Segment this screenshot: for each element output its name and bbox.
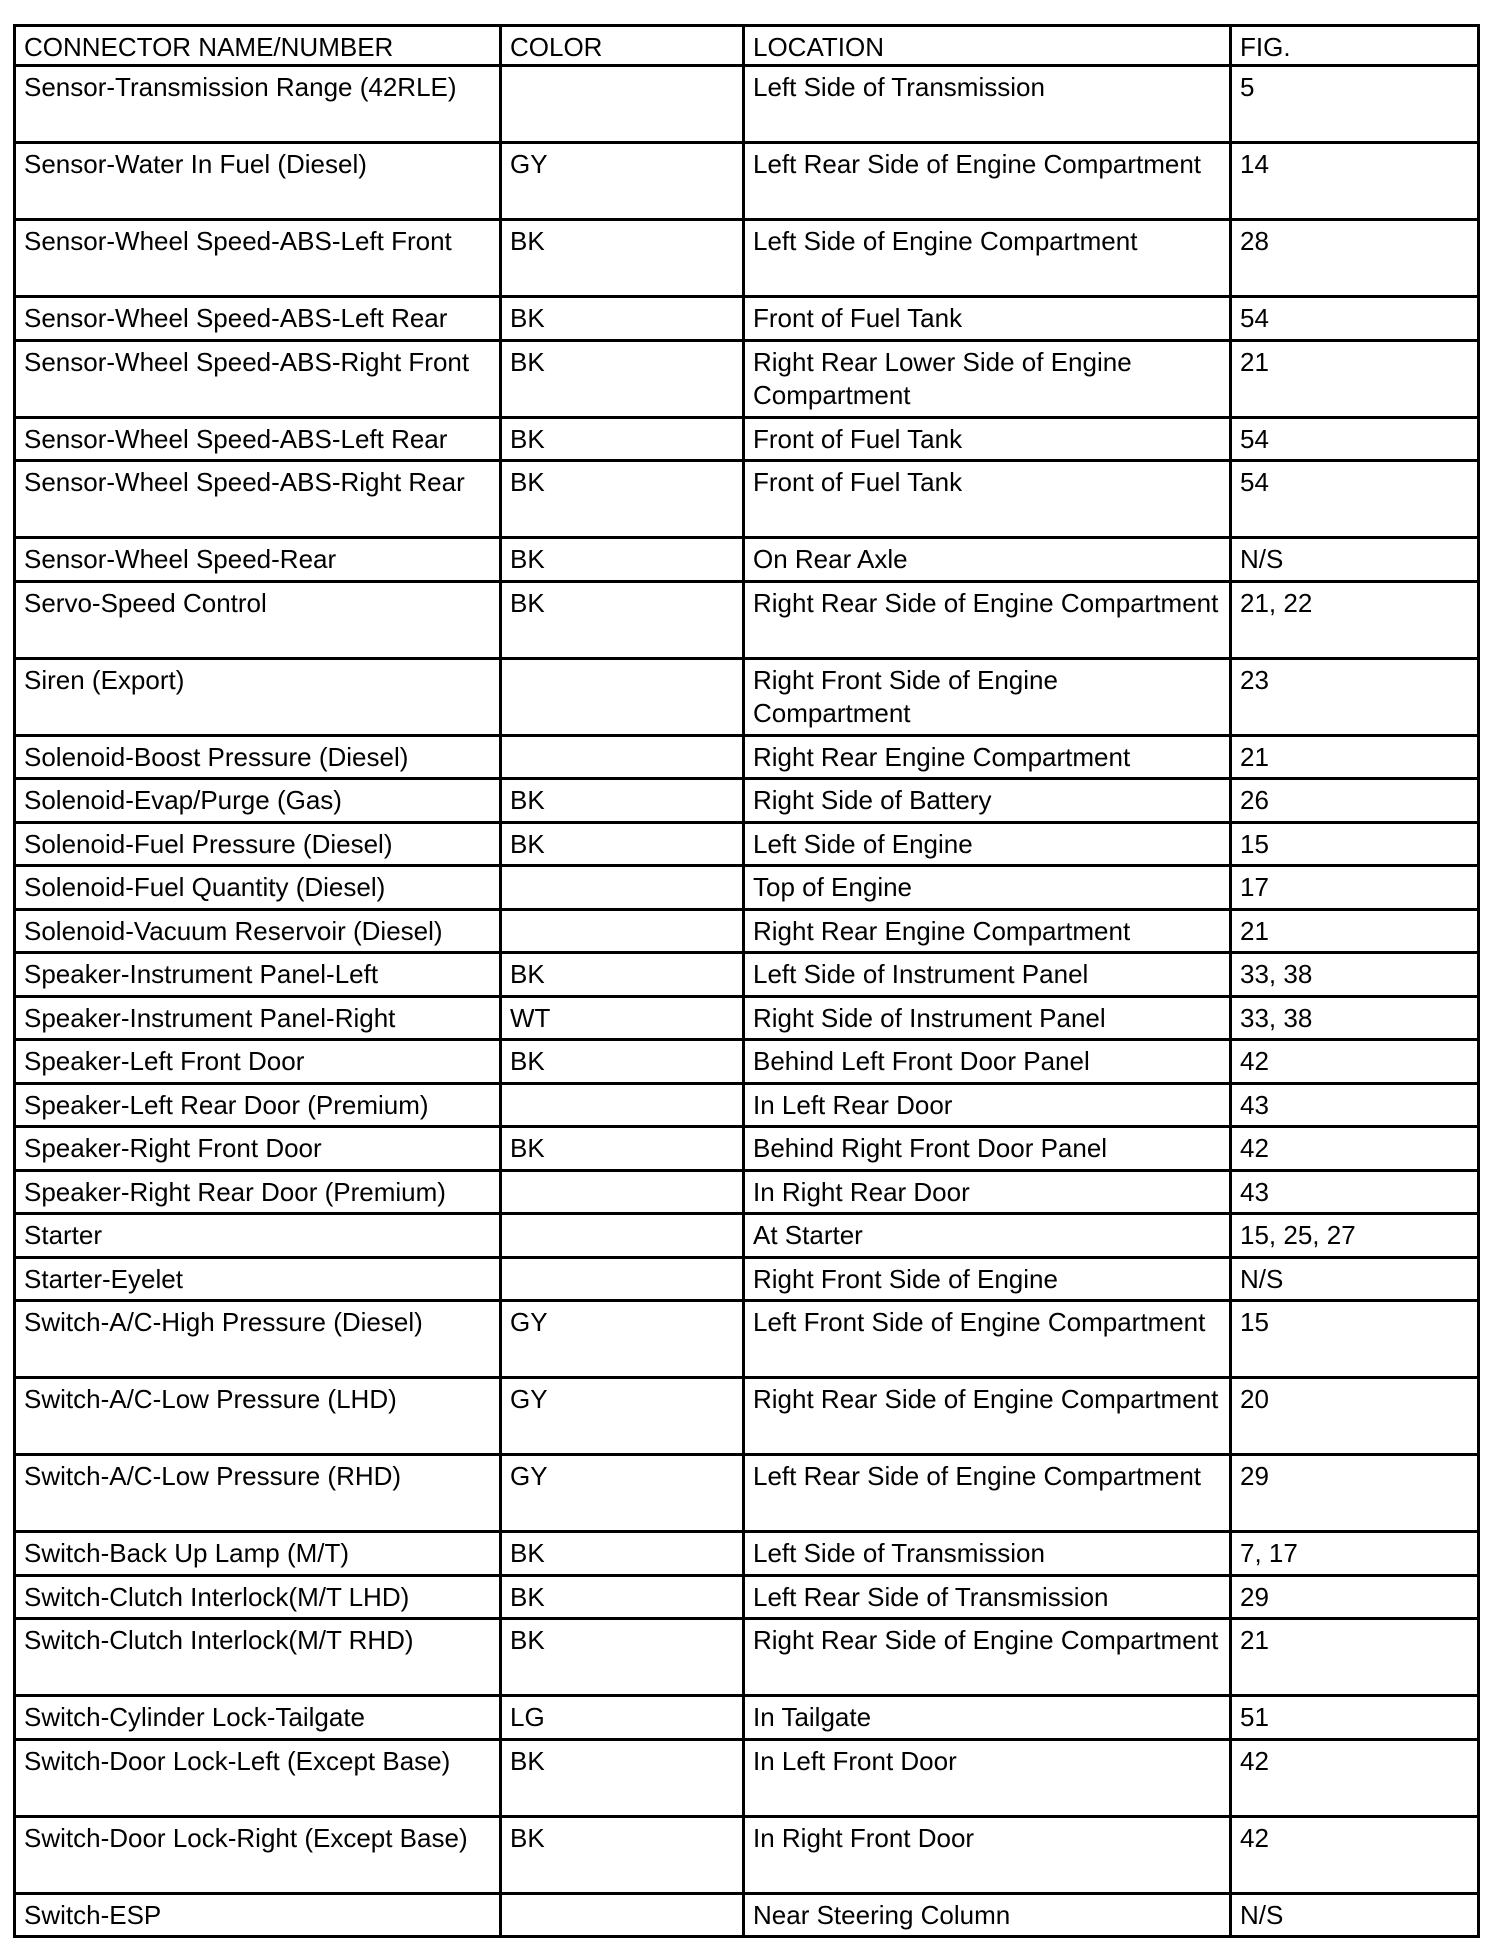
table-row [15,1893,1479,1937]
cell-color: BK [501,581,744,658]
cell-connector-name: Switch-Clutch Interlock(M/T RHD) [15,1619,501,1696]
cell-color: BK [501,417,744,461]
cell-location: Right Front Side of Engine Compartment [744,658,1231,735]
cell-fig: N/S [1231,1893,1479,1937]
cell-color: BK [501,1575,744,1619]
cell-connector-name: Solenoid-Fuel Pressure (Diesel) [15,822,501,866]
cell-location: At Starter [744,1214,1231,1258]
cell-fig: 54 [1231,297,1479,341]
cell-location: Left Rear Side of Engine Compartment [744,143,1231,220]
cell-connector-name: Solenoid-Boost Pressure (Diesel) [15,735,501,779]
table-row [15,66,1479,143]
cell-connector-name: Switch-A/C-High Pressure (Diesel) [15,1301,501,1378]
cell-connector-name: Speaker-Instrument Panel-Left [15,953,501,997]
table-row [15,340,1479,417]
cell-fig: 54 [1231,461,1479,538]
cell-fig: 21 [1231,909,1479,953]
cell-color: BK [501,461,744,538]
cell-connector-name: Starter [15,1214,501,1258]
cell-location: Left Side of Instrument Panel [744,953,1231,997]
cell-connector-name: Switch-ESP [15,1893,501,1937]
cell-location: In Tailgate [744,1696,1231,1740]
cell-fig: 43 [1231,1083,1479,1127]
cell-connector-name: Speaker-Instrument Panel-Right [15,996,501,1040]
cell-color [501,735,744,779]
header-connector-name: CONNECTOR NAME/NUMBER [15,26,501,66]
cell-location: In Left Rear Door [744,1083,1231,1127]
cell-location: Front of Fuel Tank [744,461,1231,538]
cell-fig: 5 [1231,66,1479,143]
cell-color [501,66,744,143]
cell-color: BK [501,1127,744,1171]
cell-fig: 21 [1231,735,1479,779]
cell-fig: 42 [1231,1739,1479,1816]
cell-location: Right Rear Side of Engine Compartment [744,1378,1231,1455]
cell-fig: 21 [1231,340,1479,417]
cell-connector-name: Switch-A/C-Low Pressure (RHD) [15,1455,501,1532]
cell-connector-name: Servo-Speed Control [15,581,501,658]
cell-connector-name: Solenoid-Fuel Quantity (Diesel) [15,866,501,910]
cell-fig: 21, 22 [1231,581,1479,658]
cell-location: Right Rear Lower Side of Engine Compartment [744,340,1231,417]
table-row [15,1301,1479,1378]
table-row [15,1127,1479,1171]
cell-fig: 29 [1231,1455,1479,1532]
cell-color [501,1214,744,1258]
cell-location: Left Rear Side of Engine Compartment [744,1455,1231,1532]
cell-color [501,1170,744,1214]
cell-location: Left Side of Engine [744,822,1231,866]
cell-fig: 17 [1231,866,1479,910]
cell-connector-name: Speaker-Left Rear Door (Premium) [15,1083,501,1127]
header-color: COLOR [501,26,744,66]
cell-color: GY [501,1301,744,1378]
cell-location: Right Side of Battery [744,779,1231,823]
cell-color [501,1257,744,1301]
cell-color: BK [501,1040,744,1084]
cell-fig: 33, 38 [1231,996,1479,1040]
cell-color: BK [501,297,744,341]
cell-connector-name: Speaker-Left Front Door [15,1040,501,1084]
table-row [15,1257,1479,1301]
table-row [15,996,1479,1040]
cell-fig: 14 [1231,143,1479,220]
table-row [15,1532,1479,1576]
cell-fig: 7, 17 [1231,1532,1479,1576]
cell-fig: 42 [1231,1816,1479,1893]
table-row [15,1083,1479,1127]
header-fig: FIG. [1231,26,1479,66]
cell-color: BK [501,340,744,417]
table-row [15,866,1479,910]
cell-location: Left Side of Engine Compartment [744,220,1231,297]
cell-connector-name: Solenoid-Vacuum Reservoir (Diesel) [15,909,501,953]
cell-fig: 43 [1231,1170,1479,1214]
connector-location-table [13,24,1480,1938]
table-row [15,417,1479,461]
cell-color: BK [501,1816,744,1893]
cell-location: Front of Fuel Tank [744,417,1231,461]
cell-location: Front of Fuel Tank [744,297,1231,341]
cell-location: Left Rear Side of Transmission [744,1575,1231,1619]
table-header-row [15,26,1479,66]
cell-location: Right Rear Engine Compartment [744,909,1231,953]
cell-location: Left Side of Transmission [744,1532,1231,1576]
table-row [15,1619,1479,1696]
cell-connector-name: Sensor-Wheel Speed-ABS-Left Front [15,220,501,297]
cell-fig: 20 [1231,1378,1479,1455]
cell-color: WT [501,996,744,1040]
cell-location: In Left Front Door [744,1739,1231,1816]
cell-location: Top of Engine [744,866,1231,910]
cell-color: GY [501,1455,744,1532]
cell-connector-name: Switch-Cylinder Lock-Tailgate [15,1696,501,1740]
cell-connector-name: Sensor-Wheel Speed-ABS-Left Rear [15,297,501,341]
cell-color: BK [501,1619,744,1696]
table-row [15,1575,1479,1619]
cell-connector-name: Sensor-Wheel Speed-ABS-Right Rear [15,461,501,538]
table-row [15,1214,1479,1258]
table-row [15,658,1479,735]
header-location: LOCATION [744,26,1231,66]
cell-connector-name: Sensor-Water In Fuel (Diesel) [15,143,501,220]
cell-location: Left Front Side of Engine Compartment [744,1301,1231,1378]
cell-location: Near Steering Column [744,1893,1231,1937]
cell-fig: 28 [1231,220,1479,297]
cell-color: BK [501,779,744,823]
cell-connector-name: Speaker-Right Front Door [15,1127,501,1171]
cell-fig: 29 [1231,1575,1479,1619]
table-row [15,1696,1479,1740]
cell-connector-name: Sensor-Transmission Range (42RLE) [15,66,501,143]
cell-color: BK [501,1532,744,1576]
table-row [15,1816,1479,1893]
cell-fig: 21 [1231,1619,1479,1696]
cell-connector-name: Siren (Export) [15,658,501,735]
cell-connector-name: Sensor-Wheel Speed-ABS-Right Front [15,340,501,417]
cell-location: Left Side of Transmission [744,66,1231,143]
cell-color: BK [501,538,744,582]
cell-location: Right Rear Side of Engine Compartment [744,1619,1231,1696]
cell-connector-name: Switch-Door Lock-Right (Except Base) [15,1816,501,1893]
cell-color: LG [501,1696,744,1740]
cell-location: On Rear Axle [744,538,1231,582]
cell-fig: 51 [1231,1696,1479,1740]
cell-connector-name: Switch-Back Up Lamp (M/T) [15,1532,501,1576]
cell-fig: 42 [1231,1040,1479,1084]
table-row [15,538,1479,582]
table-row [15,909,1479,953]
cell-connector-name: Switch-Door Lock-Left (Except Base) [15,1739,501,1816]
cell-connector-name: Sensor-Wheel Speed-ABS-Left Rear [15,417,501,461]
table-row [15,779,1479,823]
cell-fig: 23 [1231,658,1479,735]
cell-location: Right Rear Side of Engine Compartment [744,581,1231,658]
cell-location: In Right Rear Door [744,1170,1231,1214]
cell-color: BK [501,220,744,297]
cell-color: GY [501,1378,744,1455]
cell-color [501,909,744,953]
table-row [15,297,1479,341]
table-row [15,822,1479,866]
cell-fig: N/S [1231,1257,1479,1301]
cell-fig: 42 [1231,1127,1479,1171]
table-body [15,66,1479,1937]
cell-location: Behind Left Front Door Panel [744,1040,1231,1084]
cell-fig: 15, 25, 27 [1231,1214,1479,1258]
cell-connector-name: Sensor-Wheel Speed-Rear [15,538,501,582]
cell-connector-name: Speaker-Right Rear Door (Premium) [15,1170,501,1214]
table-row [15,953,1479,997]
table-row [15,581,1479,658]
table-row [15,1739,1479,1816]
table-row [15,143,1479,220]
cell-connector-name: Switch-Clutch Interlock(M/T LHD) [15,1575,501,1619]
cell-color: GY [501,143,744,220]
cell-color [501,1083,744,1127]
table-row [15,1040,1479,1084]
cell-connector-name: Starter-Eyelet [15,1257,501,1301]
cell-fig: 54 [1231,417,1479,461]
table-row [15,1378,1479,1455]
cell-fig: 26 [1231,779,1479,823]
cell-location: Right Front Side of Engine [744,1257,1231,1301]
cell-location: Right Side of Instrument Panel [744,996,1231,1040]
cell-color: BK [501,1739,744,1816]
cell-location: Behind Right Front Door Panel [744,1127,1231,1171]
cell-connector-name: Switch-A/C-Low Pressure (LHD) [15,1378,501,1455]
table-row [15,1170,1479,1214]
cell-connector-name: Solenoid-Evap/Purge (Gas) [15,779,501,823]
cell-fig: 15 [1231,1301,1479,1378]
cell-color: BK [501,822,744,866]
table-row [15,461,1479,538]
table-row [15,1455,1479,1532]
cell-fig: 15 [1231,822,1479,866]
cell-location: Right Rear Engine Compartment [744,735,1231,779]
table-row [15,220,1479,297]
cell-color [501,866,744,910]
cell-color [501,658,744,735]
cell-color: BK [501,953,744,997]
table-row [15,735,1479,779]
cell-fig: N/S [1231,538,1479,582]
cell-color [501,1893,744,1937]
cell-fig: 33, 38 [1231,953,1479,997]
cell-location: In Right Front Door [744,1816,1231,1893]
